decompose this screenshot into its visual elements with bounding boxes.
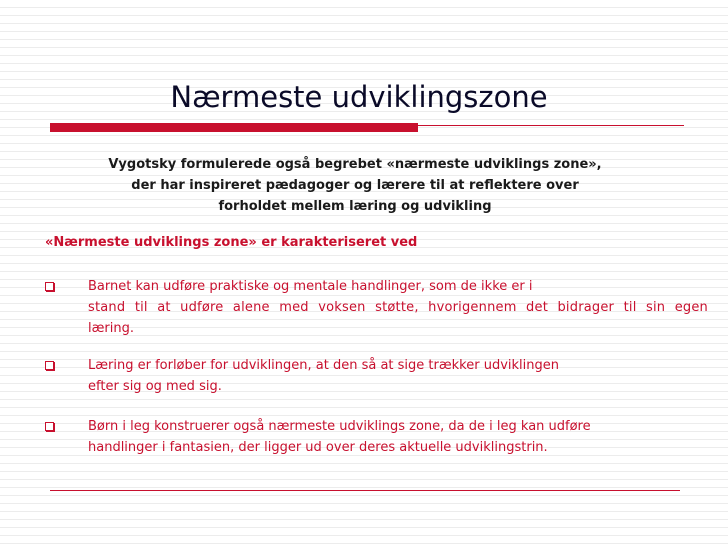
- bullet-text: [88, 355, 708, 397]
- bullet-text: [88, 416, 708, 458]
- intro-line: Vygotsky formulerede også begrebet «nærmeste udviklings zone»,: [108, 157, 602, 172]
- footer-rule: [50, 490, 680, 491]
- bullet-line: Børn i leg konstruerer også nærmeste udviklings zone, da de i leg kan udføre: [88, 419, 591, 434]
- bullet-item: [38, 416, 708, 458]
- bullet-line: handlinger i fantasien, der ligger ud over deres aktuelle udviklingstrin.: [88, 440, 548, 455]
- intro-line: forholdet mellem læring og udvikling: [218, 199, 492, 214]
- bullet-line: læring.: [88, 321, 134, 336]
- hollow-square-bullet-icon: [45, 422, 54, 431]
- bullet-item: [38, 355, 708, 397]
- title-underline-thin: [418, 125, 684, 126]
- section-heading: «Nærmeste udviklings zone» er karakteriseret ved: [45, 235, 418, 250]
- bullet-line: Barnet kan udføre praktiske og mentale handlinger, som de ikke er i: [88, 279, 533, 294]
- bullet-item: [38, 276, 708, 339]
- intro-line: der har inspireret pædagoger og lærere til at reflektere over: [131, 178, 579, 193]
- bullet-line: efter sig og med sig.: [88, 379, 222, 394]
- hollow-square-bullet-icon: [45, 361, 54, 370]
- slide-title-text: Nærmeste udviklingszone: [170, 80, 548, 114]
- bullet-line: stand til at udføre alene med voksen støtte, hvorigennem det bidrager til sin egen: [88, 300, 708, 315]
- title-underline-thick: [50, 123, 418, 132]
- intro-paragraph: [40, 154, 670, 217]
- bullet-line: Læring er forløber for udviklingen, at den så at sige trækker udviklingen: [88, 358, 559, 373]
- bullet-text: [88, 276, 708, 339]
- hollow-square-bullet-icon: [45, 282, 54, 291]
- slide-title: [0, 80, 728, 114]
